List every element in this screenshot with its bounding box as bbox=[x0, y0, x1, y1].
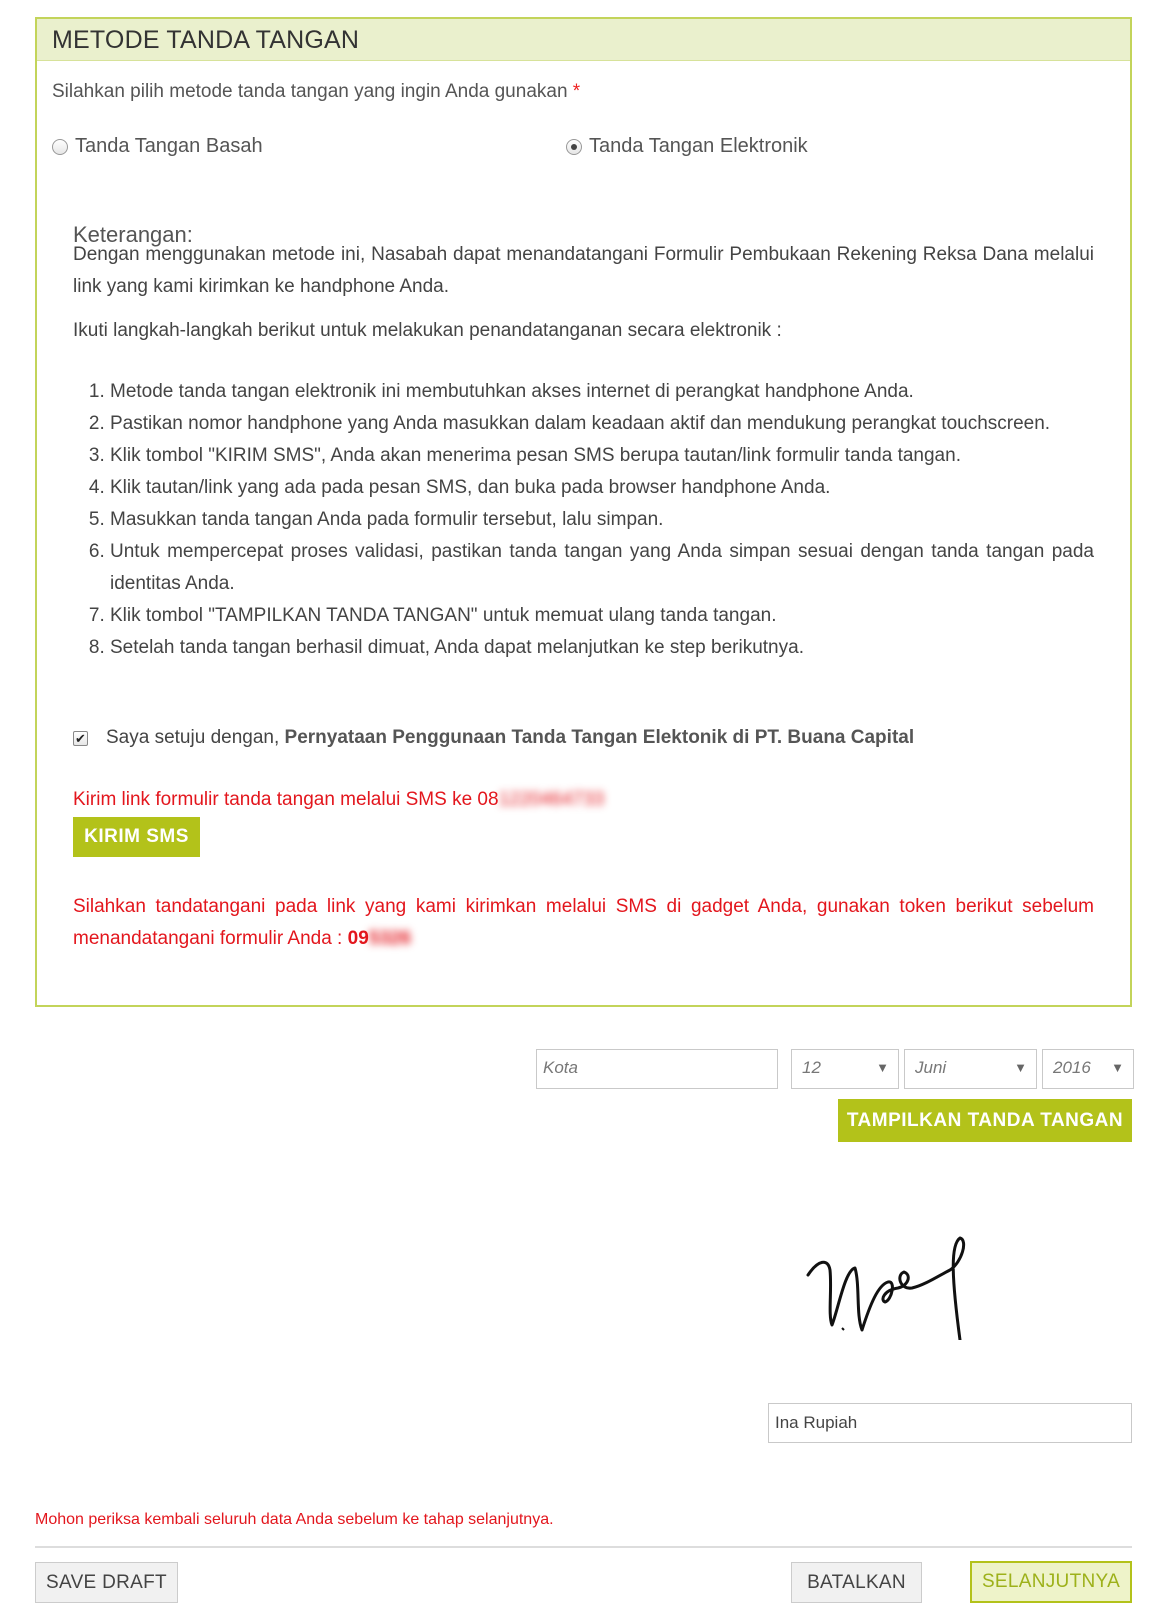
required-mark: * bbox=[572, 81, 581, 102]
save-draft-button[interactable]: SAVE DRAFT bbox=[35, 1562, 178, 1603]
option-electronic-signature-label[interactable]: Tanda Tangan Elektronik bbox=[589, 135, 808, 157]
step-item: 6. Untuk mempercepat proses validasi, pastikan tanda tangan yang Anda simpan sesuai dengan tanda tangan pada identitas Anda. bbox=[110, 536, 1094, 600]
chevron-down-icon: ▼ bbox=[1111, 1060, 1124, 1075]
year-select[interactable] bbox=[1042, 1049, 1134, 1089]
step-item: 4. Klik tautan/link yang ada pada pesan SMS, dan buka pada browser handphone Anda. bbox=[110, 472, 1094, 504]
steps-intro: Ikuti langkah-langkah berikut untuk melakukan penandatanganan secara elektronik : bbox=[73, 320, 782, 341]
token-prefix: 09 bbox=[347, 928, 369, 949]
step-item: 7. Klik tombol "TAMPILKAN TANDA TANGAN" untuk memuat ulang tanda tangan. bbox=[110, 600, 1094, 632]
masked-phone-number: 1220464733 bbox=[498, 789, 605, 810]
option-wet-signature[interactable] bbox=[52, 135, 263, 158]
method-prompt bbox=[52, 81, 580, 103]
agreement-row bbox=[73, 727, 914, 749]
cancel-button[interactable]: BATALKAN bbox=[791, 1562, 922, 1603]
show-signature-button[interactable]: TAMPILKAN TANDA TANGAN bbox=[838, 1099, 1132, 1142]
method-prompt-text: Silahkan pilih metode tanda tangan yang ingin Anda gunakan bbox=[52, 81, 568, 102]
signature-image bbox=[800, 1230, 1000, 1340]
year-value: 2016 bbox=[1053, 1058, 1091, 1077]
token-instruction bbox=[73, 891, 1094, 955]
signer-name-field[interactable]: Ina Rupiah bbox=[768, 1403, 1132, 1443]
step-item: 8. Setelah tanda tangan berhasil dimuat, Anda dapat melanjutkan ke step berikutnya. bbox=[110, 632, 1094, 664]
keterangan-title: Keterangan: bbox=[73, 222, 193, 247]
step-item: 1. Metode tanda tangan elektronik ini membutuhkan akses internet di perangkat handphone Anda. bbox=[110, 376, 1094, 408]
agreement-prefix: Saya setuju dengan, bbox=[106, 727, 285, 748]
footer-divider bbox=[35, 1546, 1132, 1548]
review-notice: Mohon periksa kembali seluruh data Anda sebelum ke tahap selanjutnya. bbox=[35, 1511, 554, 1528]
next-button[interactable]: SELANJUTNYA bbox=[970, 1561, 1132, 1603]
steps-list bbox=[73, 376, 1094, 664]
method-description: Dengan menggunakan metode ini, Nasabah dapat menandatangani Formulir Pembukaan Rekening Reksa Dana melalui link yang kami kirimkan ke handphone Anda. bbox=[73, 244, 1094, 297]
chevron-down-icon: ▼ bbox=[1014, 1060, 1027, 1075]
radio-electronic-signature[interactable] bbox=[566, 139, 582, 155]
sms-instruction bbox=[73, 789, 604, 811]
option-wet-signature-label[interactable]: Tanda Tangan Basah bbox=[75, 135, 263, 157]
token-instruction-text: Silahkan tandatangani pada link yang kami kirimkan melalui SMS di gadget Anda, gunakan token berikut sebelum menandatangani formulir Anda : bbox=[73, 896, 1094, 949]
panel-title: METODE TANDA TANGAN bbox=[37, 19, 1130, 61]
masked-token: 5326 bbox=[368, 928, 412, 949]
step-item: 5. Masukkan tanda tangan Anda pada formulir tersebut, lalu simpan. bbox=[110, 504, 1094, 536]
day-value: 12 bbox=[802, 1058, 821, 1077]
option-electronic-signature[interactable] bbox=[566, 135, 808, 158]
city-input[interactable]: Kota bbox=[536, 1049, 778, 1089]
month-value: Juni bbox=[915, 1058, 947, 1077]
radio-wet-signature[interactable] bbox=[52, 139, 68, 155]
month-select[interactable] bbox=[904, 1049, 1037, 1089]
day-select[interactable] bbox=[791, 1049, 899, 1089]
step-item: 2. Pastikan nomor handphone yang Anda masukkan dalam keadaan aktif dan mendukung perangkat touchscreen. bbox=[110, 408, 1094, 440]
agreement-checkbox[interactable]: ✔ bbox=[73, 731, 88, 746]
sms-instruction-text: Kirim link formulir tanda tangan melalui SMS ke 08 bbox=[73, 789, 499, 810]
agreement-link[interactable]: Pernyataan Penggunaan Tanda Tangan Elektonik di PT. Buana Capital bbox=[284, 727, 915, 748]
signature-method-panel bbox=[35, 17, 1132, 1007]
step-item: 3. Klik tombol "KIRIM SMS", Anda akan menerima pesan SMS berupa tautan/link formulir tanda tangan. bbox=[110, 440, 1094, 472]
chevron-down-icon: ▼ bbox=[876, 1060, 889, 1075]
send-sms-button[interactable]: KIRIM SMS bbox=[73, 817, 200, 857]
